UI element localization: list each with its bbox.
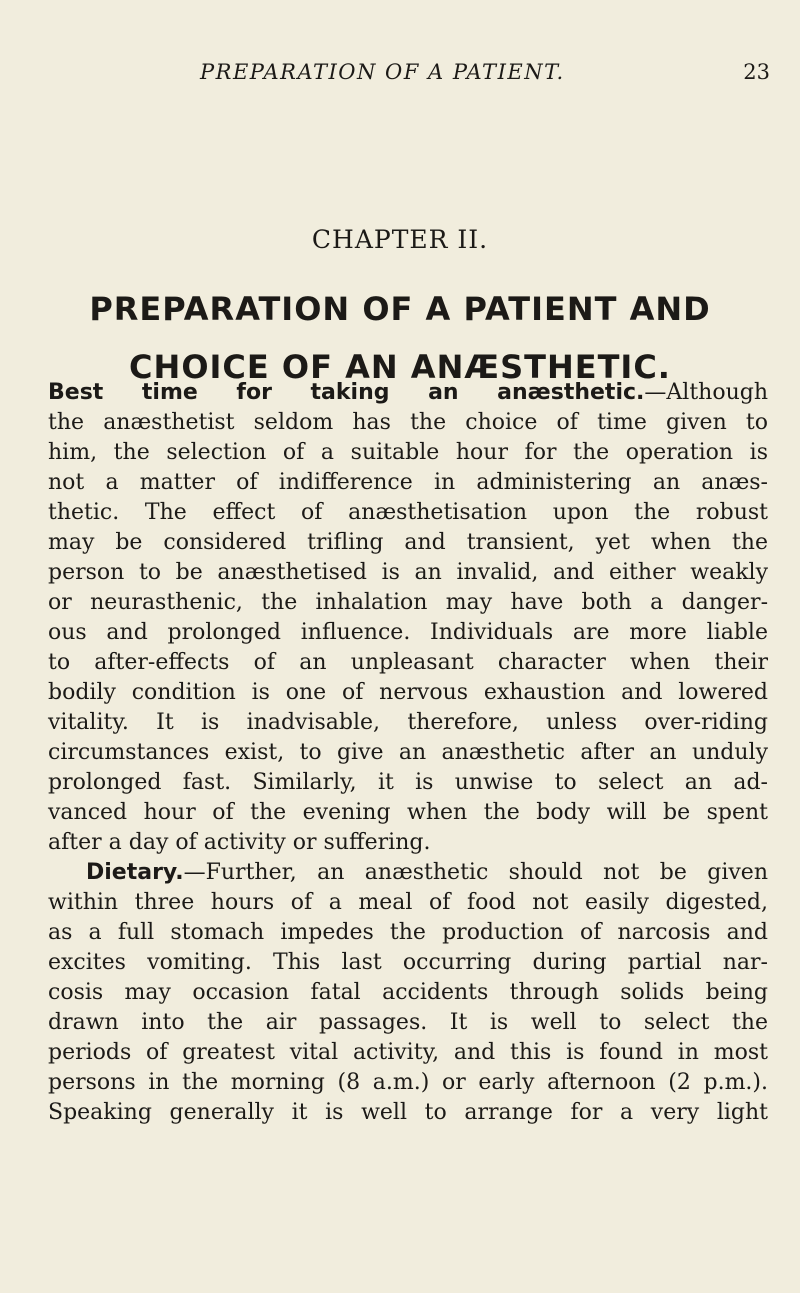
chapter-title-line: CHOICE OF AN ANÆSTHETIC. xyxy=(129,348,671,386)
paragraph-line: circumstances exist, to give an anæsthetic after an unduly xyxy=(48,740,768,765)
paragraph-line: periods of greatest vital activity, and this is found in most xyxy=(48,1040,768,1065)
section-heading-dietary: Dietary. xyxy=(86,860,184,885)
paragraph-line: ous and prolonged influence. Individuals are more liable xyxy=(48,620,768,645)
paragraph-line: cosis may occasion fatal accidents through solids being xyxy=(48,980,768,1005)
paragraph-line: within three hours of a meal of food not easily digested, xyxy=(48,890,768,915)
paragraph-line: him, the selection of a suitable hour for the operation is xyxy=(48,440,768,465)
section-heading-best-time: Best time for taking an anæsthetic. xyxy=(48,380,645,405)
paragraph-line: person to be anæsthetised is an invalid, and either weakly xyxy=(48,560,768,585)
paragraph-line: drawn into the air passages. It is well to select the xyxy=(48,1010,768,1035)
paragraph-line: the anæsthetist seldom has the choice of time given to xyxy=(48,410,768,435)
paragraph-line: after a day of activity or suffering. xyxy=(48,830,431,855)
paragraph-line xyxy=(48,858,768,888)
paragraph-line: not a matter of indifference in administering an anæs- xyxy=(48,470,768,495)
paragraph-line: or neurasthenic, the inhalation may have both a danger- xyxy=(48,590,768,615)
paragraph-line: as a full stomach impedes the production of narcosis and xyxy=(48,920,768,945)
paragraph-line: may be considered trifling and transient, yet when the xyxy=(48,530,768,555)
paragraph-line: vanced hour of the evening when the body will be spent xyxy=(48,800,768,825)
paragraph-line: to after-effects of an unpleasant character when their xyxy=(48,650,768,675)
paragraph-text: —Further, an anæsthetic should not be given xyxy=(183,860,768,885)
chapter-title-line: PREPARATION OF A PATIENT AND xyxy=(89,290,711,328)
body-text xyxy=(48,378,768,1128)
paragraph-text: —Although xyxy=(644,380,768,405)
paragraph-line: Speaking generally it is well to arrange for a very light xyxy=(48,1100,768,1125)
page-number: 23 xyxy=(743,60,770,84)
paragraph-line: persons in the morning (8 a.m.) or early afternoon (2 p.m.). xyxy=(48,1070,768,1095)
chapter-label: CHAPTER II. xyxy=(311,225,489,254)
running-title: PREPARATION OF A PATIENT. xyxy=(200,60,565,84)
paragraph-line xyxy=(48,378,768,408)
page-header xyxy=(200,60,770,90)
paragraph-line: prolonged fast. Similarly, it is unwise to select an ad- xyxy=(48,770,768,795)
paragraph-line: bodily condition is one of nervous exhaustion and lowered xyxy=(48,680,768,705)
paragraph-line: excites vomiting. This last occurring during partial nar- xyxy=(48,950,768,975)
paragraph-line: thetic. The effect of anæsthetisation upon the robust xyxy=(48,500,768,525)
paragraph-line: vitality. It is inadvisable, therefore, unless over-riding xyxy=(48,710,768,735)
